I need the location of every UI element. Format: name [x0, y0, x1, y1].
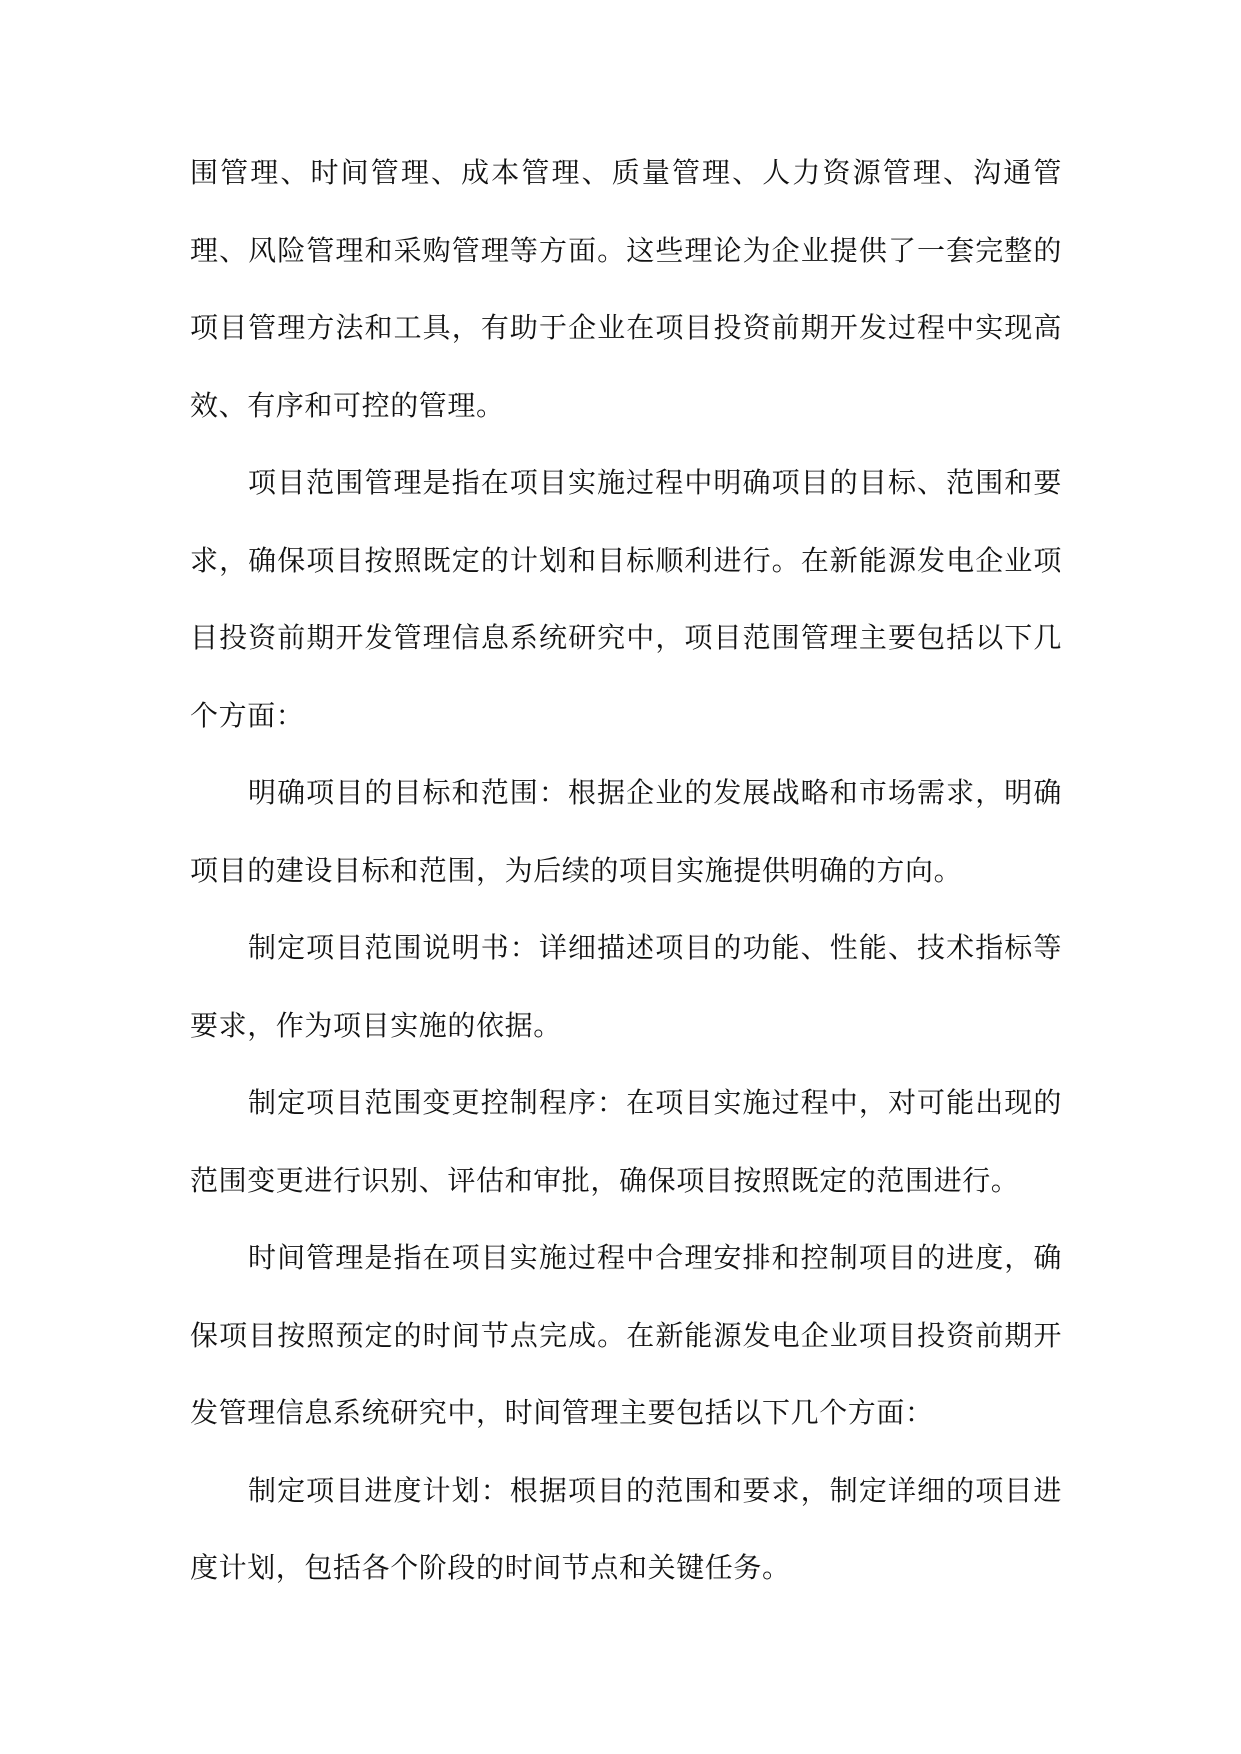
paragraph-continued: 围管理、时间管理、成本管理、质量管理、人力资源管理、沟通管理、风险管理和采购管理等方面。这些理论为企业提供了一套完整的项目管理方法和工具，有助于企业在项目投资前期开发过程中实现高效、有序和可控的管理。	[190, 156, 1062, 422]
paragraph-scope-management: 项目范围管理是指在项目实施过程中明确项目的目标、范围和要求，确保项目按照既定的计划和目标顺利进行。在新能源发电企业项目投资前期开发管理信息系统研究中，项目范围管理主要包括以下几个方面：	[190, 466, 1062, 732]
paragraph-schedule-plan: 制定项目进度计划：根据项目的范围和要求，制定详细的项目进度计划，包括各个阶段的时间节点和关键任务。	[190, 1473, 1062, 1584]
paragraph-change-control: 制定项目范围变更控制程序：在项目实施过程中，对可能出现的范围变更进行识别、评估和审批，确保项目按照既定的范围进行。	[190, 1086, 1062, 1197]
paragraph-scope-statement: 制定项目范围说明书：详细描述项目的功能、性能、技术指标等要求，作为项目实施的依据。	[190, 931, 1062, 1042]
paragraph-time-management: 时间管理是指在项目实施过程中合理安排和控制项目的进度，确保项目按照预定的时间节点完成。在新能源发电企业项目投资前期开发管理信息系统研究中，时间管理主要包括以下几个方面：	[190, 1241, 1062, 1429]
paragraph-define-objectives: 明确项目的目标和范围：根据企业的发展战略和市场需求，明确项目的建设目标和范围，为后续的项目实施提供明确的方向。	[190, 776, 1062, 887]
document-body	[190, 134, 1062, 1607]
